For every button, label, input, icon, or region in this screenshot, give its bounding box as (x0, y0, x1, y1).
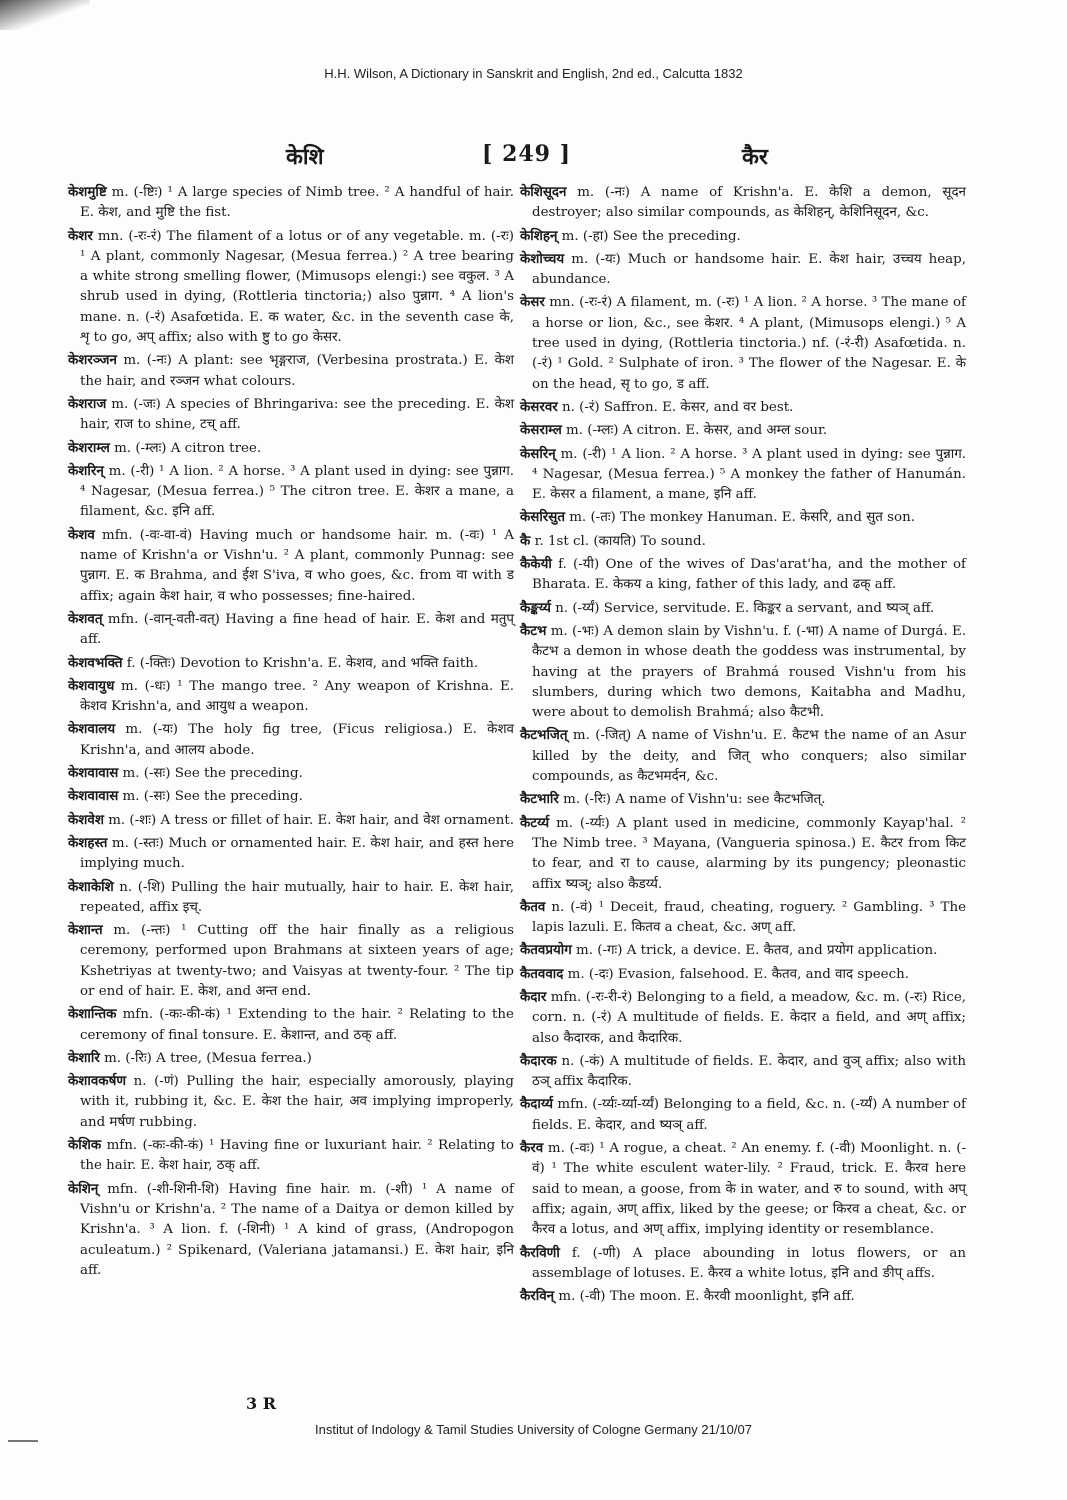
entry-definition: m. (-म्लः) A citron. E. केसर, and अम्ल sour. (566, 423, 828, 439)
entry-headword: केशवावास (68, 788, 119, 805)
dictionary-entry (520, 420, 966, 441)
entry-headword: केसरिसुत (520, 509, 565, 526)
dictionary-entry (520, 964, 966, 985)
entry-definition: n. (-वं) ¹ Deceit, fraud, cheating, roguery. ² Gambling. ³ The lapis lazuli. E. कितव a cheat, &c. अण् aff. (532, 899, 966, 936)
page-number: [ 249 ] (482, 141, 572, 167)
entry-definition: m. (-नः) A plant: see भृङ्गराज, (Verbesina prostrata.) E. केश the hair, and रञ्जन what colours. (80, 353, 514, 389)
scan-speck (8, 1440, 38, 1442)
entry-headword: केशमुष्टि (68, 184, 107, 200)
entry-headword: केशारि (68, 1049, 100, 1066)
entry-definition: m. (-सः) See the preceding. (122, 766, 303, 782)
entry-headword: केशराज (68, 395, 107, 412)
entry-definition: m. (-जः) A species of Bhringariva: see the preceding. E. केश hair, राज to shine, टच् aff. (80, 396, 514, 433)
entry-headword: केशिन् (68, 1180, 99, 1197)
entry-definition: n. (-र्य्यं) Service, servitude. E. किङ्कर a servant, and ष्यञ् aff. (555, 600, 935, 616)
dictionary-entry (68, 226, 514, 349)
dictionary-entry (68, 1179, 514, 1281)
entry-definition: mfn. (-रः-री-रं) Belonging to a field, a meadow, &c. m. (-रः) Rice, corn. n. (-रं) A multitude of fields. E. केदार a field, and अण् affix; also कैदारक, and कैदारिक. (532, 989, 966, 1046)
dictionary-entry (520, 1243, 966, 1285)
entry-definition: mn. (-रः-रं) A filament, m. (-रः) ¹ A lion. ² A horse. ³ The mane of a horse or lion, &c., see केशर. ⁴ A plant, (Mimusops elengi.) ⁵ A tree used in dying, (Rottleria tinctoria.) nf. (-रं-री) Asafœtida. n. (-रं) ¹ Gold. ² Sulphate of iron. ³ The flower of the Nagesar. E. के on the head, सृ to go, ड aff. (532, 295, 966, 392)
footer-note: Institut of Indology & Tamil Studies University of Cologne Germany 21/10/07 (315, 1422, 752, 1437)
entry-definition: m. (-री) ¹ A lion. ² A horse. ³ A plant used in dying: see पुन्नाग. ⁴ Nagesar, (Mesua ferrea.) ⁵ A monkey the father of Hanumán. E. केसर a filament, a mane, इनि aff. (532, 446, 966, 503)
entry-definition: m. (-रिः) A name of Vishn'u: see कैटभजित्. (563, 792, 826, 808)
running-head-left: केशि (286, 144, 324, 170)
entry-headword: कैतवप्रयोग (520, 942, 572, 959)
dictionary-entry (68, 676, 514, 718)
entry-definition: f. (-यी) One of the wives of Das'arat'ha, and the mother of Bharata. E. केकय a king, father of this lady, and ढक् aff. (532, 557, 966, 593)
entry-headword: केशहस्त (68, 834, 108, 851)
signature-mark: 3 R (246, 1394, 276, 1413)
entry-headword: केशवत् (68, 610, 103, 627)
entry-headword: केसरवर (520, 398, 558, 415)
entry-headword: केशरञ्जन (68, 352, 117, 369)
entry-headword: केशावकर्षण (68, 1073, 127, 1090)
dictionary-entry (520, 226, 966, 247)
entry-definition: m. (-धः) ¹ The mango tree. ² Any weapon of Krishna. E. केशव Krishn'a, and आयुध a weapon. (80, 678, 514, 715)
entry-definition: n. (-णं) Pulling the hair, especially amorously, playing with it, rubbing it, &c. E. केश the hair, अव implying improperly, and मर्षण rubbing. (80, 1074, 514, 1130)
entry-definition: m. (-भः) A demon slain by Vishn'u. f. (-भा) A name of Durgá. E. कैटभ a demon in whose death the goddess was instrumental, by having at the prayers of Brahmá roused Vishn'u from his slumbers, during which two demons, Kaitabha and Madhu, were about to demolish Brahmá; also कैटभी. (532, 623, 966, 721)
dictionary-entry (68, 525, 514, 607)
entry-definition: m. (-वी) The moon. E. कैरवी moonlight, इनि aff. (558, 1289, 855, 1305)
entry-headword: कैटर्य्य (520, 814, 550, 831)
entry-definition: mfn. (-कः-की-कं) ¹ Having fine or luxuriant hair. ² Relating to the hair. E. केश hair, ठक् aff. (80, 1138, 514, 1174)
entry-headword: केशाकेशि (68, 878, 114, 895)
entry-definition: m. (-शः) A tress or fillet of hair. E. केश hair, and वेश ornament. (108, 812, 514, 828)
dictionary-entry (520, 397, 966, 418)
entry-headword: केशिहन् (520, 227, 558, 244)
entry-definition: m. (-गः) A trick, a device. E. कैतव, and प्रयोग application. (576, 943, 938, 959)
dictionary-entry (520, 531, 966, 552)
entry-headword: केसर (520, 294, 545, 311)
entry-headword: कैटभारि (520, 791, 559, 808)
dictionary-entry (520, 789, 966, 810)
dictionary-entry (520, 1094, 966, 1136)
dictionary-entry (68, 653, 514, 674)
entry-headword: कैङ्कर्य्य (520, 599, 551, 616)
dictionary-entry (520, 940, 966, 961)
entry-definition: m. (-रिः) A tree, (Mesua ferrea.) (104, 1050, 312, 1066)
entry-headword: केशवभक्ति (68, 654, 123, 671)
entry-definition: mfn. (-र्य्यः-र्य्या-र्य्यं) Belonging to a field, &c. n. (-र्य्यं) A number of fields. E. केदार, and ष्यञ् aff. (532, 1097, 966, 1133)
entry-definition: mfn. (-वः-वा-वं) Having much or handsome hair. m. (-वः) ¹ A name of Krishn'a or Vishn'u. ² A plant, commonly Punnag: see पुन्नाग. E. क Brahma, and ईश S'iva, व who goes, &c. from वा with ड affix; again केश hair, व who possesses; fine-haired. (80, 527, 515, 604)
entry-headword: केसराम्ल (520, 422, 562, 439)
dictionary-entry (68, 182, 514, 224)
entry-headword: केशिक (68, 1137, 102, 1154)
entry-headword: केशोच्चय (520, 250, 565, 267)
entry-headword: केशवालय (68, 721, 116, 738)
dictionary-entry (68, 609, 514, 651)
entry-headword: केसरिन् (520, 445, 556, 462)
entry-definition: m. (-स्तः) Much or ornamented hair. E. केश hair, and हस्त here implying much. (80, 835, 514, 872)
dictionary-entry (68, 461, 514, 523)
entry-definition: n. (-शि) Pulling the hair mutually, hair to hair. E. केश hair, repeated, affix इच्. (80, 879, 514, 915)
entry-headword: कैदार्य्य (520, 1096, 554, 1113)
dictionary-entry (520, 987, 966, 1049)
dictionary-entry (68, 786, 514, 807)
entry-headword: केशान्त (68, 922, 103, 939)
dictionary-entry (520, 1286, 966, 1307)
dictionary-entry (520, 182, 966, 224)
dictionary-entry (68, 1048, 514, 1069)
scan-corner-shadow (0, 0, 90, 30)
dictionary-entry (520, 897, 966, 939)
entry-headword: केशवेश (68, 811, 104, 828)
entry-definition: m. (-र्य्यः) A plant used in medicine, commonly Kayap'hal. ² The Nimb tree. ³ Mayana, (Vangueria spinosa.) E. कैटर from किट to fear, and रा to cause, alarming by its pungency; pleonastic affix ष्यञ्; also कैडर्य्य. (532, 815, 966, 892)
entry-headword: कैटभजित् (520, 727, 568, 744)
entry-headword: कै (520, 532, 531, 549)
entry-headword: कैतव (520, 898, 546, 915)
entry-definition: n. (-रं) Saffron. E. केसर, and वर best. (562, 399, 794, 415)
dictionary-entry (68, 920, 514, 1002)
dictionary-entry (68, 1135, 514, 1177)
entry-definition: mfn. (-वान्-वती-वत्) Having a fine head of hair. E. केश and मतुप् aff. (80, 611, 514, 648)
entry-definition: m. (-न्तः) ¹ Cutting off the hair finally as a religious ceremony, performed upon Brahmans at sixteen years of age; Kshetriyas at twenty-two; and Vaisyas at twenty-four. ² The tip or end of hair. E. केश, and अन्त end. (80, 923, 514, 999)
dictionary-entry (68, 1004, 514, 1046)
entry-headword: कैकेयी (520, 556, 552, 573)
entry-headword: कैरव (520, 1140, 544, 1157)
dictionary-entry (520, 1138, 966, 1240)
dictionary-entry (68, 810, 514, 831)
left-column (68, 182, 514, 1283)
dictionary-entry (68, 1071, 514, 1133)
entry-headword: केशव (68, 526, 95, 543)
dictionary-entry (68, 350, 514, 392)
entry-definition: mn. (-रः-रं) The filament of a lotus or of any vegetable. m. (-रः) ¹ A plant, commonly Nagesar, (Mesua ferrea.) ² A tree bearing a white strong smelling flower, (Mimusops elengi:) see वकुल. ³ A shrub used in dying, (Rottleria tinctoria;) also पुन्नाग. ⁴ A lion's mane. n. (-रं) Asafœtida. E. क water, &c. in the seventh case के, शृ to go, अप् affix; also with ष्टु to go केसर. (80, 228, 514, 346)
dictionary-entry (68, 877, 514, 919)
entry-definition: f. (-क्तिः) Devotion to Krishn'a. E. केशव, and भक्ति faith. (126, 655, 479, 671)
entry-headword: कैतववाद (520, 965, 564, 982)
dictionary-entry (520, 292, 966, 394)
entry-headword: केशान्तिक (68, 1006, 117, 1023)
dictionary-entry (520, 621, 966, 723)
dictionary-entry (68, 763, 514, 784)
entry-definition: m. (-तः) The monkey Hanuman. E. केसरि, and सुत son. (569, 510, 915, 526)
entry-definition: m. (-म्लः) A citron tree. (114, 440, 262, 456)
dictionary-entry (68, 394, 514, 436)
entry-headword: कैटभ (520, 622, 547, 639)
dictionary-entry (520, 725, 966, 787)
entry-headword: कैदार (520, 988, 547, 1005)
dictionary-entry (68, 719, 514, 761)
dictionary-entry (68, 833, 514, 875)
entry-definition: m. (-यः) Much or handsome hair. E. केश hair, उच्चय heap, abundance. (532, 251, 966, 288)
entry-definition: m. (-यः) The holy fig tree, (Ficus religiosa.) E. केशव Krishn'a, and आलय abode. (80, 722, 514, 758)
entry-headword: केशराम्ल (68, 439, 110, 456)
dictionary-entry (520, 507, 966, 528)
entry-headword: कैरविन् (520, 1288, 555, 1305)
entry-definition: m. (-हा) See the preceding. (561, 228, 741, 244)
right-column (520, 182, 966, 1309)
entry-definition: r. 1st cl. (कायति) To sound. (534, 533, 706, 549)
dictionary-entry (520, 554, 966, 596)
header-note: H.H. Wilson, A Dictionary in Sanskrit and English, 2nd ed., Calcutta 1832 (324, 66, 743, 81)
dictionary-entry (520, 1051, 966, 1093)
running-head-right: कैर (742, 144, 768, 170)
entry-definition: m. (-नः) A name of Krishn'a. E. केशि a demon, सूदन destroyer; also similar compounds, as केशिहन्, केशिनिसूदन, &c. (532, 185, 966, 221)
entry-headword: केशवायुध (68, 677, 115, 694)
entry-definition: mfn. (-शी-शिनी-शि) Having fine hair. m. (-शी) ¹ A name of Vishn'u or Krishn'a. ² The name of a Daitya or demon killed by Krishn'a. ³ A lion. f. (-शिनी) ¹ A kind of grass, (Andropogon aculeatum.) ² Spikenard, (Valeriana jatamansi.) E. केश hair, इनि aff. (80, 1181, 514, 1278)
dictionary-entry (520, 813, 966, 895)
dictionary-entry (520, 598, 966, 619)
entry-headword: केशरिन् (68, 462, 104, 479)
entry-definition: f. (-णी) A place abounding in lotus flowers, or an assemblage of lotuses. E. कैरव a white lotus, इनि and ङीप् affs. (532, 1245, 967, 1281)
entry-headword: कैरविणी (520, 1244, 560, 1261)
entry-headword: केशिसूदन (520, 184, 567, 200)
entry-definition: m. (-सः) See the preceding. (122, 789, 303, 805)
entry-definition: m. (-री) ¹ A lion. ² A horse. ³ A plant used in dying: see पुन्नाग. ⁴ Nagesar, (Mesua ferrea.) ⁵ The citron tree. E. केशर a mane, a filament, &c. इनि aff. (80, 463, 514, 520)
dictionary-entry (520, 249, 966, 291)
entry-definition: m. (-वः) ¹ A rogue, a cheat. ² An enemy. f. (-वी) Moonlight. n. (-वं) ¹ The white esculent water-lily. ² Fraud, trick. E. कैरव here said to mean, a goose, from के in water, and रु to sound, with अप् affix; again, अण् affix, liked by the geese; or किरव a cheat, &c. or कैरव a lotus, and अण् affix, implying identity or resemblance. (532, 1141, 966, 1238)
entry-headword: केशर (68, 227, 93, 244)
entry-definition: m. (-दः) Evasion, falsehood. E. कैतव, and वाद speech. (567, 966, 909, 982)
dictionary-entry (68, 438, 514, 459)
entry-headword: केशवावास (68, 765, 119, 782)
entry-headword: कैदारक (520, 1052, 557, 1069)
entry-definition: m. (-जित्) A name of Vishn'u. E. कैटभ the name of an Asur killed by the deity, and जित् who conquers; also similar compounds, as कैटभमर्दन, &c. (532, 728, 966, 785)
entry-definition: mfn. (-कः-की-कं) ¹ Extending to the hair. ² Relating to the ceremony of final tonsure. E. केशान्त, and ठक् aff. (80, 1007, 514, 1043)
dictionary-entry (520, 444, 966, 506)
entry-definition: m. (-ष्टिः) ¹ A large species of Nimb tree. ² A handful of hair. E. केश, and मुष्टि the fist. (80, 185, 514, 221)
entry-definition: n. (-कं) A multitude of fields. E. केदार, and वुञ् affix; also with ठञ् affix कैदारिक. (532, 1053, 966, 1090)
